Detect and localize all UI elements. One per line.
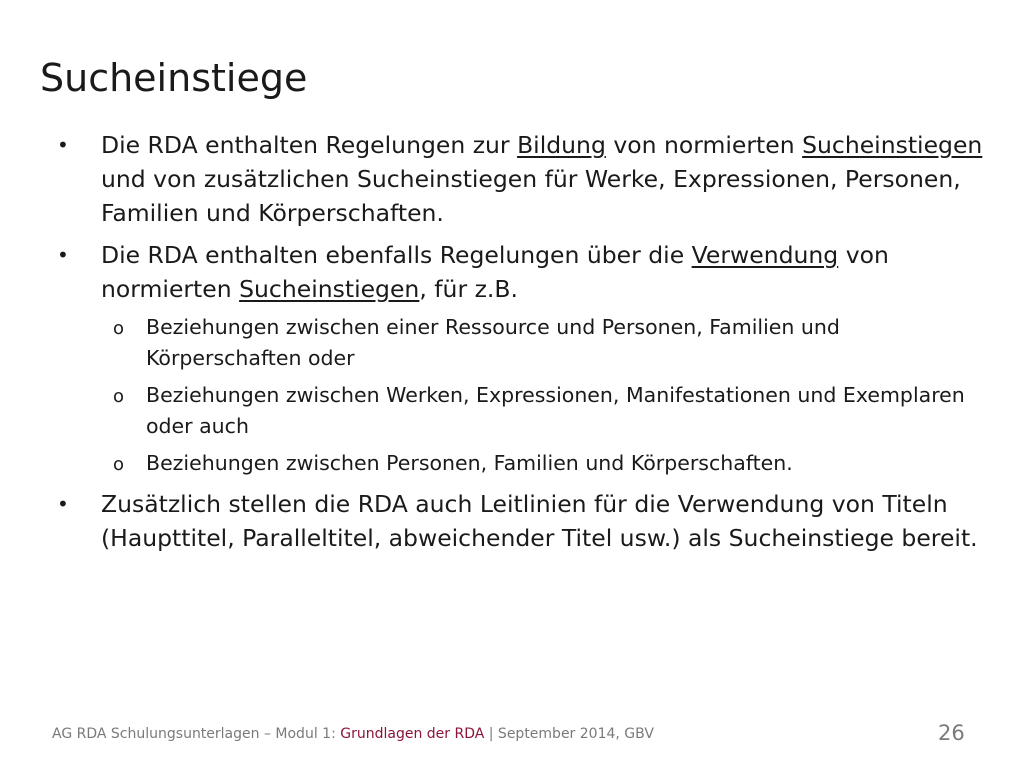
bullet-2-text xyxy=(101,241,889,303)
bullet-item-3 xyxy=(57,487,986,555)
footer-date: | September 2014, GBV xyxy=(484,726,654,742)
sub-bullet-text: Beziehungen zwischen einer Ressource und Personen, Familien und Körperschaften oder xyxy=(146,315,840,370)
bullet-1-text xyxy=(101,131,982,227)
bullet-3-text: Zusätzlich stellen die RDA auch Leitlinien für die Verwendung von Titeln (Haupttitel, Paralleltitel, abweichender Titel usw.) als Sucheinstiege bereit. xyxy=(101,490,978,552)
circle-bullet-icon: o xyxy=(113,318,125,339)
sub-bullet-item-1 xyxy=(113,312,976,374)
slide-body xyxy=(0,128,1024,563)
sub-bullet-text: Beziehungen zwischen Personen, Familien und Körperschaften. xyxy=(146,451,793,475)
sub-bullet-item-3 xyxy=(113,448,976,479)
bullet-dot-icon: • xyxy=(57,133,69,157)
underlined-term: Bildung xyxy=(517,131,606,159)
sub-bullet-item-2 xyxy=(113,380,976,442)
bullet-dot-icon: • xyxy=(57,492,69,516)
bullet-item-1 xyxy=(57,128,986,230)
text-run: von normierten xyxy=(605,131,803,159)
bullet-dot-icon: • xyxy=(57,243,69,267)
footer-course: AG RDA Schulungsunterlagen – Modul 1: xyxy=(52,726,341,742)
sub-bullet-text: Beziehungen zwischen Werken, Expressionen, Manifestationen und Exemplaren oder auch xyxy=(146,383,965,438)
text-run: Die RDA enthalten ebenfalls Regelungen über die xyxy=(101,241,692,269)
underlined-term: Sucheinstiegen xyxy=(802,131,983,159)
text-run: , für z.B. xyxy=(419,275,518,303)
footer-module: Grundlagen der RDA xyxy=(340,726,485,742)
slide-title: Sucheinstiege xyxy=(40,56,308,100)
underlined-term: Verwendung xyxy=(691,241,839,269)
text-run: von normierten xyxy=(101,241,889,303)
circle-bullet-icon: o xyxy=(113,386,125,407)
underlined-term: Sucheinstiegen xyxy=(239,275,420,303)
text-run: Die RDA enthalten Regelungen zur xyxy=(101,131,518,159)
text-run: und von zusätzlichen Sucheinstiegen für Werke, Expressionen, Personen, Familien und Körperschaften. xyxy=(101,165,961,227)
slide-footer xyxy=(52,724,654,744)
bullet-item-2 xyxy=(57,238,986,306)
page-number: 26 xyxy=(938,721,965,745)
circle-bullet-icon: o xyxy=(113,454,125,475)
